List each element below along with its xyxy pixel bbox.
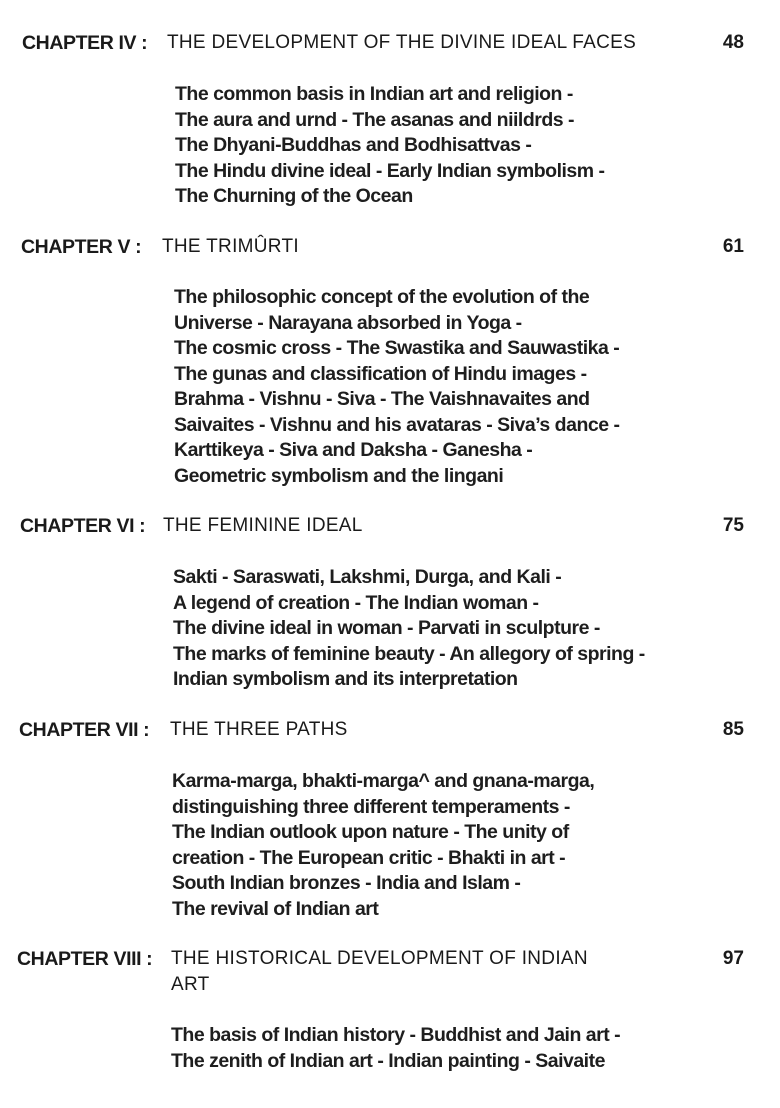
topic-line: The divine ideal in woman - Parvati in sculpture - — [173, 617, 600, 639]
chapter-page-number: 75 — [722, 515, 744, 536]
topic-line: creation - The European critic - Bhakti in art - — [172, 846, 566, 869]
topic-line: Universe - Narayana absorbed in Yoga - — [174, 311, 522, 334]
topic-line: Geometric symbolism and the lingani — [174, 464, 504, 487]
chapter-number: CHAPTER VII : — [19, 719, 150, 741]
chapter-title: THE FEMININE IDEAL — [163, 515, 363, 536]
topic-line: The marks of feminine beauty - An allegory of spring - — [173, 642, 645, 665]
chapter-number: CHAPTER VI : — [20, 515, 146, 537]
topic-line: The revival of Indian art — [172, 897, 379, 920]
topic-line: The Churning of the Ocean — [175, 185, 413, 207]
chapter-heading — [19, 717, 149, 743]
chapter-page-number: 48 — [722, 32, 744, 53]
topic-line: Indian symbolism and its interpretation — [173, 668, 518, 690]
chapter-topics — [173, 565, 693, 693]
topic-line: The philosophic concept of the evolution of the — [174, 286, 590, 308]
chapter-title: THE HISTORICAL DEVELOPMENT OF INDIAN ART — [171, 948, 588, 995]
topic-line: Saivaites - Vishnu and his avataras - Siva’s dance - — [174, 413, 620, 436]
chapter-page-number: 61 — [722, 236, 744, 257]
topic-line: distinguishing three different temperaments - — [172, 795, 570, 818]
chapter-number: CHAPTER V : — [21, 236, 142, 258]
topic-line: The cosmic cross - The Swastika and Sauwastika - — [174, 337, 620, 359]
chapter-heading — [21, 234, 141, 260]
chapter-heading — [22, 30, 147, 56]
chapter-topics — [172, 769, 692, 922]
topic-line: The gunas and classification of Hindu images - — [174, 362, 587, 385]
chapter-title: THE DEVELOPMENT OF THE DIVINE IDEAL FACES — [167, 32, 637, 53]
topic-line: The Indian outlook upon nature - The unity of — [172, 821, 569, 843]
topic-line: A legend of creation - The Indian woman - — [173, 591, 539, 614]
chapter-title: THE THREE PATHS — [170, 719, 348, 740]
topic-line: Karttikeya - Siva and Daksha - Ganesha - — [174, 439, 533, 461]
chapter-topics — [175, 82, 695, 210]
topic-line: The basis of Indian history - Buddhist and Jain art - — [171, 1024, 621, 1046]
chapter-topics — [174, 285, 694, 489]
chapter-number: CHAPTER VIII : — [17, 948, 153, 970]
topic-line: Sakti - Saraswati, Lakshmi, Durga, and Kali - — [173, 566, 562, 588]
chapter-title: THE TRIMÛRTI — [162, 236, 299, 257]
topic-line: The common basis in Indian art and religion - — [175, 83, 573, 105]
topic-line: Karma-marga, bhakti-marga^ and gnana-marga, — [172, 770, 595, 792]
topic-line: Brahma - Vishnu - Siva - The Vaishnavaites and — [174, 388, 590, 410]
topic-line: The Hindu divine ideal - Early Indian symbolism - — [175, 159, 605, 182]
chapter-heading — [20, 513, 145, 539]
chapter-page-number: 97 — [722, 948, 744, 969]
chapter-page-number: 85 — [722, 719, 744, 740]
chapter-number: CHAPTER IV : — [22, 32, 148, 54]
chapter-topics — [171, 1023, 691, 1074]
topic-line: The aura and urnd - The asanas and niildrds - — [175, 108, 574, 131]
topic-line: The zenith of Indian art - Indian painting - Saivaite — [171, 1049, 605, 1072]
chapter-heading — [17, 946, 152, 972]
topic-line: South Indian bronzes - India and Islam - — [172, 872, 521, 894]
topic-line: The Dhyani-Buddhas and Bodhisattvas - — [175, 134, 532, 156]
